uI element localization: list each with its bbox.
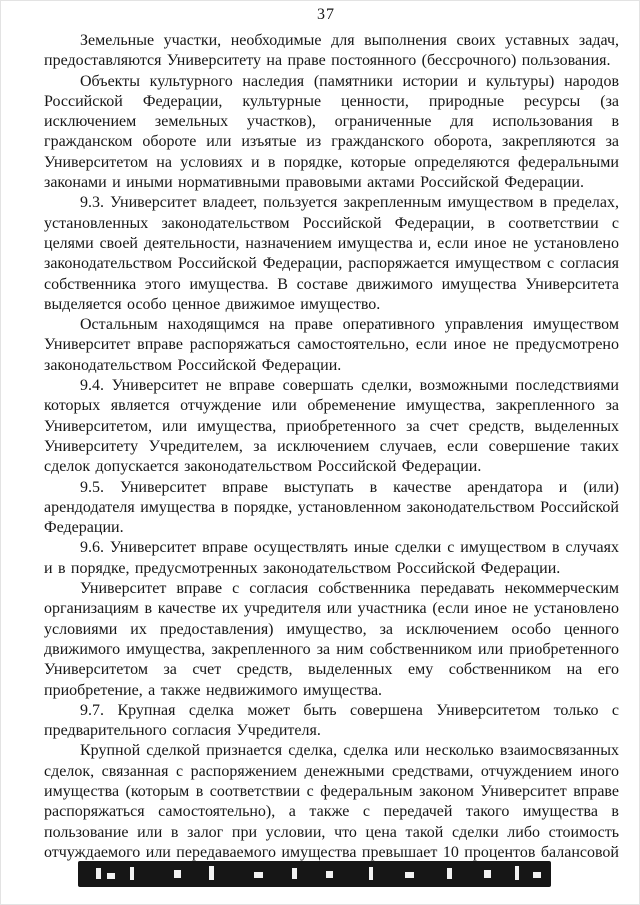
document-body	[44, 31, 619, 863]
scan-noise-speck	[405, 872, 414, 878]
scan-noise-speck	[209, 866, 214, 880]
paragraph: Объекты культурного наследия (памятники истории и культуры) народов Российской Федерации, культурные ценности, природные ресурсы (за исключением земельных участков), ограниченные для использования в гражданском обороте или изъятые из гражданского оборота, закрепляются за Университетом на условиях и в порядке, которые определяются федеральными законами и иными нормативными правовыми актами Российской Федерации.	[44, 72, 619, 192]
scan-artifact-bar	[78, 861, 551, 887]
scan-noise-speck	[107, 873, 115, 879]
scan-noise-speck	[254, 872, 263, 878]
paragraph: Земельные участки, необходимые для выполнения своих уставных задач, предоставляются Университету на праве постоянного (бессрочного) пользования.	[44, 32, 619, 70]
scan-noise-speck	[292, 868, 297, 879]
paragraph: Крупной сделкой признается сделка, сделка или несколько взаимосвязанных сделок, связанная с распоряжением денежными средствами, отчуждением иного имущества (которым в соответствии с федеральным законом Университет вправе распоряжаться самостоятельно), а также с передачей такого имущества в пользование или в залог при условии, что цена такой сделки либо стоимость отчуждаемого или передаваемого имущества превышает 10 процентов балансовой	[44, 742, 619, 861]
paragraph: 9.6. Университет вправе осуществлять иные сделки с имуществом в случаях и в порядке, предусмотренных законодательством Российской Федерации.	[44, 539, 619, 577]
scan-noise-speck	[515, 866, 519, 880]
paragraph: 9.3. Университет владеет, пользуется закрепленным имуществом в пределах, установленных законодательством Российской Федерации, в соответствии с целями своей деятельности, назначением имущества и, если иное не установлено законодательством Российской Федерации, распоряжается имуществом с согласия собственника этого имущества. В составе движимого имущества Университета выделяется особо ценное движимое имущество.	[44, 194, 619, 313]
scan-noise-speck	[484, 870, 491, 878]
scan-noise-speck	[174, 870, 181, 878]
scan-noise-speck	[447, 868, 452, 879]
paragraph: Университет вправе с согласия собственника передавать некоммерческим организациям в качестве их учредителя или участника (если иное не установлено условиями их предоставления) имущество, за исключением особо ценного движимого имущества, закрепленного за ним собственником или приобретенного Университетом за счет средств, выделенных ему собственником на его приобретение, а также недвижимого имущества.	[44, 580, 619, 699]
paragraph: 9.7. Крупная сделка может быть совершена Университетом только с предварительного согласия Учредителя.	[44, 701, 619, 740]
scan-noise-speck	[130, 867, 134, 880]
paragraph: 9.4. Университет не вправе совершать сделки, возможными последствиями которых является отчуждение или обременение имущества, закрепленного за Университетом, или имущества, приобретенного за счет средств, выделенных Университету Учредителем, за исключением случаев, если совершение таких сделок допускается законодательством Российской Федерации.	[44, 377, 619, 476]
paragraph: Остальным находящимся на праве оперативного управления имуществом Университет вправе распоряжаться самостоятельно, если иное не предусмотрено законодательством Российской Федерации.	[44, 316, 619, 374]
paragraph: 9.5. Университет вправе выступать в качестве арендатора и (или) арендодателя имущества в порядке, установленном законодательством Российской Федерации.	[44, 478, 619, 537]
scan-noise-speck	[326, 871, 333, 878]
page-number: 37	[317, 6, 335, 23]
scan-noise-speck	[533, 872, 541, 878]
scan-noise-speck	[96, 868, 101, 879]
scan-noise-speck	[369, 867, 373, 880]
